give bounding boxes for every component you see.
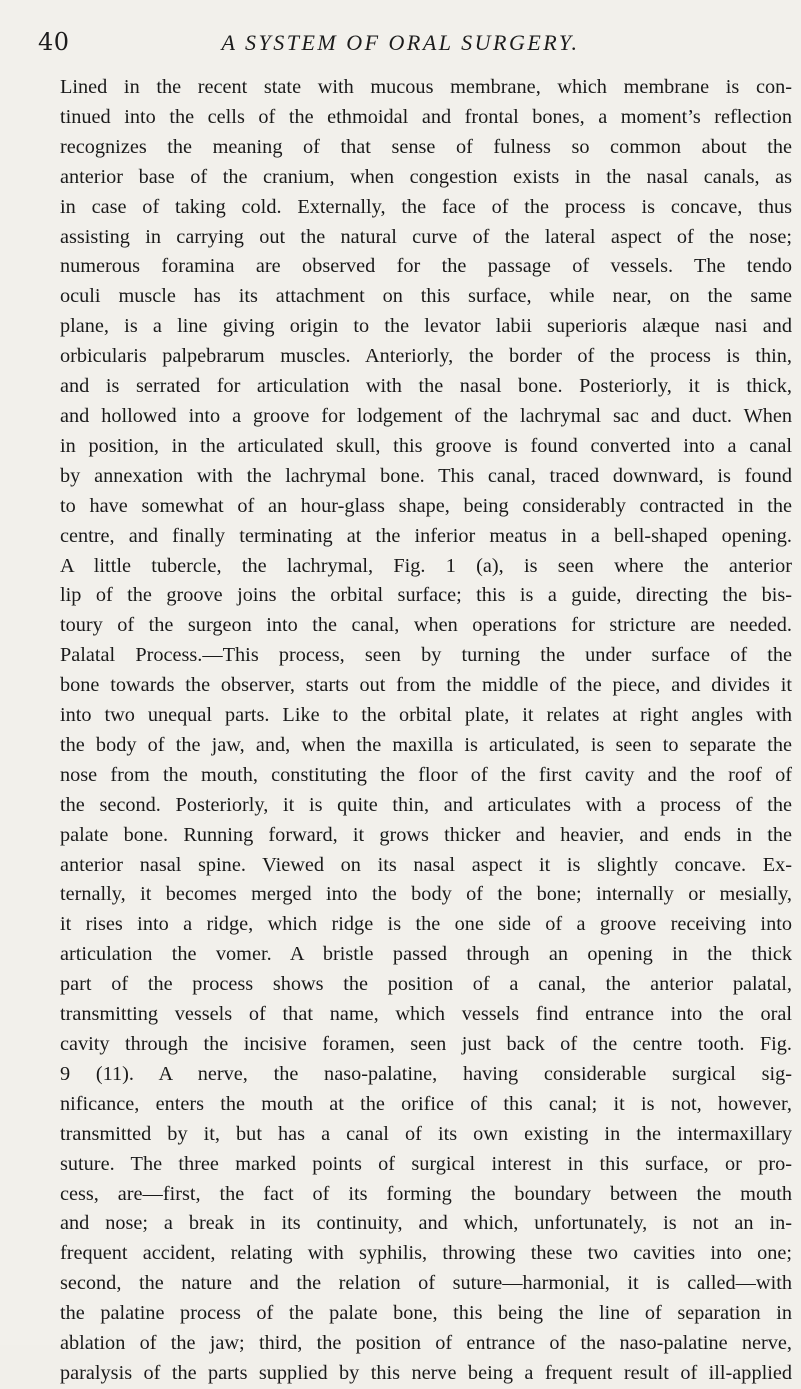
text-line: anterior nasal spine. Viewed on its nasal aspect it is slightly concave. Ex- bbox=[60, 853, 792, 876]
text-line: suture. The three marked points of surgical interest in this surface, or pro- bbox=[60, 1152, 792, 1175]
text-line: by annexation with the lachrymal bone. This canal, traced downward, is found bbox=[60, 464, 792, 487]
text-line: to have somewhat of an hour-glass shape, being considerably contracted in the bbox=[60, 494, 792, 517]
text-line: centre, and finally terminating at the inferior meatus in a bell-shaped opening. bbox=[60, 524, 792, 547]
text-line: cess, are—first, the fact of its forming the boundary between the mouth bbox=[60, 1182, 792, 1205]
text-line: in position, in the articulated skull, this groove is found converted into a canal bbox=[60, 434, 792, 457]
text-line: paralysis of the parts supplied by this nerve being a frequent result of ill-applied bbox=[60, 1361, 792, 1384]
text-line: 9 (11). A nerve, the naso-palatine, having considerable surgical sig- bbox=[60, 1062, 792, 1085]
text-line: articulation the vomer. A bristle passed through an opening in the thick bbox=[60, 943, 792, 966]
text-line: into two unequal parts. Like to the orbital plate, it relates at right angles with bbox=[60, 704, 792, 727]
text-line: bone towards the observer, starts out from the middle of the piece, and divides it bbox=[60, 674, 792, 697]
text-line: lip of the groove joins the orbital surface; this is a guide, directing the bis- bbox=[60, 584, 792, 607]
text-line: Lined in the recent state with mucous membrane, which membrane is con- bbox=[60, 76, 792, 98]
text-line: frequent accident, relating with syphilis, throwing these two cavities into one; bbox=[60, 1242, 792, 1265]
text-line: Palatal Process.—This process, seen by turning the under surface of the bbox=[60, 644, 792, 667]
text-line: the second. Posteriorly, it is quite thin, and articulates with a process of the bbox=[60, 793, 792, 816]
text-line: nificance, enters the mouth at the orifice of this canal; it is not, however, bbox=[60, 1092, 792, 1115]
text-line: orbicularis palpebrarum muscles. Anteriorly, the border of the process is thin, bbox=[60, 345, 792, 368]
text-line: transmitting vessels of that name, which vessels find entrance into the oral bbox=[60, 1003, 792, 1026]
page-number: 40 bbox=[38, 28, 70, 56]
text-line: and is serrated for articulation with the nasal bone. Posteriorly, it is thick, bbox=[60, 375, 792, 398]
text-line: recognizes the meaning of that sense of fulness so common about the bbox=[60, 135, 792, 158]
body-text bbox=[60, 73, 792, 1389]
text-line: A little tubercle, the lachrymal, Fig. 1 (a), is seen where the anterior bbox=[60, 554, 792, 577]
text-line: cavity through the incisive foramen, seen just back of the centre tooth. Fig. bbox=[60, 1033, 792, 1055]
text-line: it rises into a ridge, which ridge is the one side of a groove receiving into bbox=[60, 913, 792, 936]
text-line: tinued into the cells of the ethmoidal and frontal bones, a moment’s reflection bbox=[60, 105, 792, 128]
text-line: nose from the mouth, constituting the floor of the first cavity and the roof of bbox=[60, 763, 792, 786]
page-header bbox=[0, 28, 801, 64]
text-line: second, the nature and the relation of suture—harmonial, it is called—with bbox=[60, 1272, 792, 1295]
text-line: part of the process shows the position of a canal, the anterior palatal, bbox=[60, 973, 792, 996]
text-line: and hollowed into a groove for lodgement of the lachrymal sac and duct. When bbox=[60, 404, 792, 427]
text-line: ternally, it becomes merged into the body of the bone; internally or mesially, bbox=[60, 883, 792, 906]
text-line: and nose; a break in its continuity, and which, unfortunately, is not an in- bbox=[60, 1212, 792, 1235]
running-head: A SYSTEM OF ORAL SURGERY. bbox=[221, 30, 580, 55]
text-line: assisting in carrying out the natural curve of the lateral aspect of the nose; bbox=[60, 225, 792, 248]
text-line: palate bone. Running forward, it grows thicker and heavier, and ends in the bbox=[60, 823, 792, 846]
text-line: the body of the jaw, and, when the maxilla is articulated, is seen to separate the bbox=[60, 733, 792, 756]
text-line: the palatine process of the palate bone, this being the line of separation in bbox=[60, 1302, 792, 1325]
text-line: transmitted by it, but has a canal of its own existing in the intermaxillary bbox=[60, 1122, 792, 1145]
text-line: toury of the surgeon into the canal, when operations for stricture are needed. bbox=[60, 614, 792, 637]
text-line: in case of taking cold. Externally, the face of the process is concave, thus bbox=[60, 195, 792, 218]
text-line: ablation of the jaw; third, the position of entrance of the naso-palatine nerve, bbox=[60, 1332, 792, 1355]
text-line: anterior base of the cranium, when congestion exists in the nasal canals, as bbox=[60, 165, 792, 188]
text-line: oculi muscle has its attachment on this surface, while near, on the same bbox=[60, 285, 792, 308]
text-line: plane, is a line giving origin to the levator labii superioris alæque nasi and bbox=[60, 315, 792, 338]
text-line: numerous foramina are observed for the passage of vessels. The tendo bbox=[60, 255, 792, 278]
